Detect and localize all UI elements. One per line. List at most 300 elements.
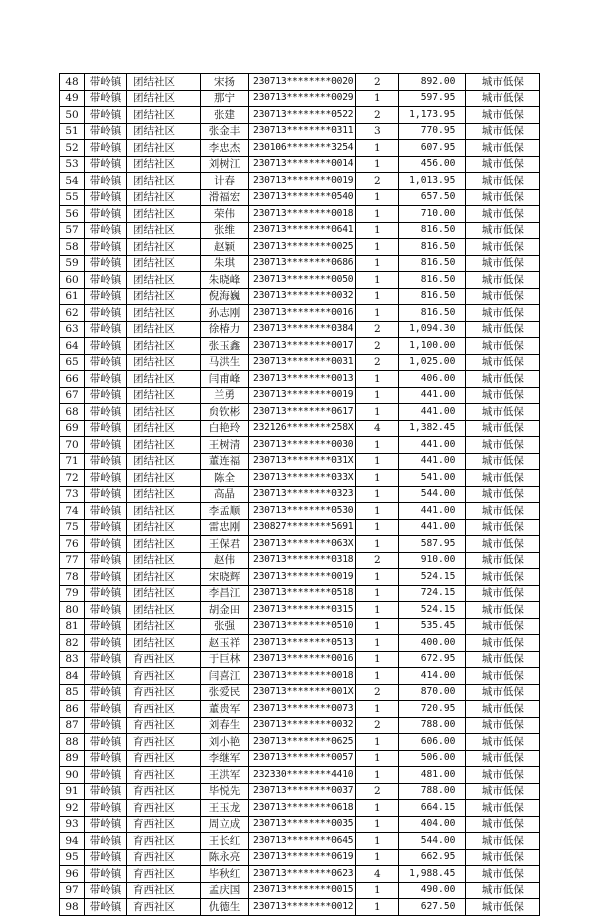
town-cell: 带岭镇 bbox=[85, 602, 127, 619]
community-cell: 育西社区 bbox=[127, 651, 201, 668]
table-row bbox=[60, 321, 540, 338]
aid-type-cell: 城市低保 bbox=[466, 569, 540, 586]
name-cell: 王保君 bbox=[201, 536, 249, 553]
name-cell: 荣伟 bbox=[201, 206, 249, 223]
household-count-cell: 1 bbox=[356, 239, 399, 256]
aid-type-cell: 城市低保 bbox=[466, 750, 540, 767]
amount-cell: 607.95 bbox=[399, 140, 466, 157]
amount-cell: 441.00 bbox=[399, 503, 466, 520]
table-row bbox=[60, 74, 540, 91]
town-cell: 带岭镇 bbox=[85, 767, 127, 784]
town-cell: 带岭镇 bbox=[85, 387, 127, 404]
table-row bbox=[60, 486, 540, 503]
row-number: 91 bbox=[60, 783, 85, 800]
row-number: 71 bbox=[60, 453, 85, 470]
community-cell: 团结社区 bbox=[127, 602, 201, 619]
household-count-cell: 4 bbox=[356, 866, 399, 883]
community-cell: 育西社区 bbox=[127, 899, 201, 916]
community-cell: 团结社区 bbox=[127, 107, 201, 124]
community-cell: 育西社区 bbox=[127, 849, 201, 866]
name-cell: 周立成 bbox=[201, 816, 249, 833]
household-count-cell: 1 bbox=[356, 470, 399, 487]
community-cell: 团结社区 bbox=[127, 536, 201, 553]
id-number-cell: 230713********0019 bbox=[249, 173, 356, 190]
amount-cell: 910.00 bbox=[399, 552, 466, 569]
table-row bbox=[60, 338, 540, 355]
row-number: 88 bbox=[60, 734, 85, 751]
community-cell: 团结社区 bbox=[127, 635, 201, 652]
town-cell: 带岭镇 bbox=[85, 305, 127, 322]
household-count-cell: 1 bbox=[356, 635, 399, 652]
amount-cell: 441.00 bbox=[399, 519, 466, 536]
household-count-cell: 1 bbox=[356, 288, 399, 305]
name-cell: 王长红 bbox=[201, 833, 249, 850]
aid-type-cell: 城市低保 bbox=[466, 437, 540, 454]
community-cell: 育西社区 bbox=[127, 668, 201, 685]
table-row bbox=[60, 866, 540, 883]
household-count-cell: 1 bbox=[356, 569, 399, 586]
name-cell: 陈全 bbox=[201, 470, 249, 487]
town-cell: 带岭镇 bbox=[85, 536, 127, 553]
id-number-cell: 230713********0318 bbox=[249, 552, 356, 569]
aid-type-cell: 城市低保 bbox=[466, 519, 540, 536]
table-row bbox=[60, 90, 540, 107]
aid-type-cell: 城市低保 bbox=[466, 899, 540, 916]
row-number: 55 bbox=[60, 189, 85, 206]
amount-cell: 1,382.45 bbox=[399, 420, 466, 437]
row-number: 67 bbox=[60, 387, 85, 404]
name-cell: 刘小艳 bbox=[201, 734, 249, 751]
amount-cell: 892.00 bbox=[399, 74, 466, 91]
name-cell: 王洪军 bbox=[201, 767, 249, 784]
town-cell: 带岭镇 bbox=[85, 635, 127, 652]
aid-type-cell: 城市低保 bbox=[466, 272, 540, 289]
name-cell: 毕秋红 bbox=[201, 866, 249, 883]
household-count-cell: 1 bbox=[356, 651, 399, 668]
name-cell: 朱晓峰 bbox=[201, 272, 249, 289]
household-count-cell: 1 bbox=[356, 585, 399, 602]
table-row bbox=[60, 569, 540, 586]
amount-cell: 816.50 bbox=[399, 255, 466, 272]
household-count-cell: 2 bbox=[356, 684, 399, 701]
table-row bbox=[60, 107, 540, 124]
id-number-cell: 230713********0013 bbox=[249, 371, 356, 388]
id-number-cell: 230713********0645 bbox=[249, 833, 356, 850]
community-cell: 团结社区 bbox=[127, 206, 201, 223]
town-cell: 带岭镇 bbox=[85, 866, 127, 883]
household-count-cell: 1 bbox=[356, 371, 399, 388]
amount-cell: 1,173.95 bbox=[399, 107, 466, 124]
amount-cell: 816.50 bbox=[399, 239, 466, 256]
town-cell: 带岭镇 bbox=[85, 519, 127, 536]
table-row bbox=[60, 140, 540, 157]
row-number: 49 bbox=[60, 90, 85, 107]
household-count-cell: 2 bbox=[356, 552, 399, 569]
aid-type-cell: 城市低保 bbox=[466, 602, 540, 619]
community-cell: 团结社区 bbox=[127, 338, 201, 355]
town-cell: 带岭镇 bbox=[85, 816, 127, 833]
aid-type-cell: 城市低保 bbox=[466, 882, 540, 899]
name-cell: 马洪生 bbox=[201, 354, 249, 371]
town-cell: 带岭镇 bbox=[85, 849, 127, 866]
name-cell: 滑福宏 bbox=[201, 189, 249, 206]
row-number: 97 bbox=[60, 882, 85, 899]
aid-type-cell: 城市低保 bbox=[466, 222, 540, 239]
row-number: 82 bbox=[60, 635, 85, 652]
amount-cell: 456.00 bbox=[399, 156, 466, 173]
amount-cell: 788.00 bbox=[399, 717, 466, 734]
aid-type-cell: 城市低保 bbox=[466, 206, 540, 223]
id-number-cell: 230713********0073 bbox=[249, 701, 356, 718]
aid-type-cell: 城市低保 bbox=[466, 371, 540, 388]
row-number: 60 bbox=[60, 272, 85, 289]
aid-type-cell: 城市低保 bbox=[466, 767, 540, 784]
amount-cell: 414.00 bbox=[399, 668, 466, 685]
row-number: 92 bbox=[60, 800, 85, 817]
aid-type-cell: 城市低保 bbox=[466, 717, 540, 734]
row-number: 84 bbox=[60, 668, 85, 685]
name-cell: 刘树江 bbox=[201, 156, 249, 173]
aid-type-cell: 城市低保 bbox=[466, 701, 540, 718]
amount-cell: 870.00 bbox=[399, 684, 466, 701]
community-cell: 团结社区 bbox=[127, 453, 201, 470]
id-number-cell: 230713********0641 bbox=[249, 222, 356, 239]
community-cell: 团结社区 bbox=[127, 371, 201, 388]
id-number-cell: 230713********0020 bbox=[249, 74, 356, 91]
community-cell: 团结社区 bbox=[127, 255, 201, 272]
community-cell: 育西社区 bbox=[127, 882, 201, 899]
name-cell: 计春 bbox=[201, 173, 249, 190]
household-count-cell: 4 bbox=[356, 420, 399, 437]
amount-cell: 1,988.45 bbox=[399, 866, 466, 883]
household-count-cell: 1 bbox=[356, 800, 399, 817]
amount-cell: 1,025.00 bbox=[399, 354, 466, 371]
name-cell: 宋晓辉 bbox=[201, 569, 249, 586]
community-cell: 团结社区 bbox=[127, 222, 201, 239]
row-number: 72 bbox=[60, 470, 85, 487]
aid-type-cell: 城市低保 bbox=[466, 156, 540, 173]
town-cell: 带岭镇 bbox=[85, 618, 127, 635]
table-row bbox=[60, 552, 540, 569]
name-cell: 闫喜江 bbox=[201, 668, 249, 685]
table-row bbox=[60, 503, 540, 520]
town-cell: 带岭镇 bbox=[85, 354, 127, 371]
amount-cell: 627.50 bbox=[399, 899, 466, 916]
name-cell: 徐椿力 bbox=[201, 321, 249, 338]
amount-cell: 816.50 bbox=[399, 305, 466, 322]
name-cell: 宋扬 bbox=[201, 74, 249, 91]
id-number-cell: 230713********0618 bbox=[249, 800, 356, 817]
community-cell: 团结社区 bbox=[127, 420, 201, 437]
amount-cell: 770.95 bbox=[399, 123, 466, 140]
amount-cell: 816.50 bbox=[399, 272, 466, 289]
name-cell: 倪海巍 bbox=[201, 288, 249, 305]
name-cell: 赵玉祥 bbox=[201, 635, 249, 652]
household-count-cell: 1 bbox=[356, 618, 399, 635]
community-cell: 团结社区 bbox=[127, 437, 201, 454]
name-cell: 那宁 bbox=[201, 90, 249, 107]
aid-type-cell: 城市低保 bbox=[466, 321, 540, 338]
row-number: 96 bbox=[60, 866, 85, 883]
name-cell: 李忠杰 bbox=[201, 140, 249, 157]
id-number-cell: 230713********0025 bbox=[249, 239, 356, 256]
id-number-cell: 230713********0012 bbox=[249, 899, 356, 916]
household-count-cell: 1 bbox=[356, 453, 399, 470]
aid-type-cell: 城市低保 bbox=[466, 255, 540, 272]
id-number-cell: 230713********0018 bbox=[249, 668, 356, 685]
town-cell: 带岭镇 bbox=[85, 882, 127, 899]
aid-type-cell: 城市低保 bbox=[466, 338, 540, 355]
town-cell: 带岭镇 bbox=[85, 437, 127, 454]
community-cell: 团结社区 bbox=[127, 519, 201, 536]
aid-type-cell: 城市低保 bbox=[466, 404, 540, 421]
town-cell: 带岭镇 bbox=[85, 569, 127, 586]
id-number-cell: 230713********0016 bbox=[249, 651, 356, 668]
town-cell: 带岭镇 bbox=[85, 156, 127, 173]
town-cell: 带岭镇 bbox=[85, 338, 127, 355]
row-number: 86 bbox=[60, 701, 85, 718]
row-number: 79 bbox=[60, 585, 85, 602]
table-row bbox=[60, 684, 540, 701]
id-number-cell: 230713********0323 bbox=[249, 486, 356, 503]
town-cell: 带岭镇 bbox=[85, 288, 127, 305]
row-number: 77 bbox=[60, 552, 85, 569]
household-count-cell: 1 bbox=[356, 404, 399, 421]
id-number-cell: 230713********0057 bbox=[249, 750, 356, 767]
aid-type-cell: 城市低保 bbox=[466, 800, 540, 817]
community-cell: 团结社区 bbox=[127, 503, 201, 520]
name-cell: 李孟顺 bbox=[201, 503, 249, 520]
town-cell: 带岭镇 bbox=[85, 750, 127, 767]
town-cell: 带岭镇 bbox=[85, 470, 127, 487]
town-cell: 带岭镇 bbox=[85, 453, 127, 470]
amount-cell: 481.00 bbox=[399, 767, 466, 784]
name-cell: 孟庆国 bbox=[201, 882, 249, 899]
community-cell: 团结社区 bbox=[127, 189, 201, 206]
amount-cell: 606.00 bbox=[399, 734, 466, 751]
household-count-cell: 1 bbox=[356, 222, 399, 239]
amount-cell: 1,100.00 bbox=[399, 338, 466, 355]
household-count-cell: 2 bbox=[356, 321, 399, 338]
name-cell: 董连福 bbox=[201, 453, 249, 470]
town-cell: 带岭镇 bbox=[85, 239, 127, 256]
id-number-cell: 230713********001X bbox=[249, 684, 356, 701]
community-cell: 团结社区 bbox=[127, 387, 201, 404]
community-cell: 育西社区 bbox=[127, 701, 201, 718]
aid-type-cell: 城市低保 bbox=[466, 833, 540, 850]
household-count-cell: 1 bbox=[356, 882, 399, 899]
household-count-cell: 1 bbox=[356, 519, 399, 536]
town-cell: 带岭镇 bbox=[85, 552, 127, 569]
amount-cell: 1,013.95 bbox=[399, 173, 466, 190]
table-row bbox=[60, 701, 540, 718]
community-cell: 团结社区 bbox=[127, 552, 201, 569]
household-count-cell: 1 bbox=[356, 833, 399, 850]
town-cell: 带岭镇 bbox=[85, 222, 127, 239]
community-cell: 团结社区 bbox=[127, 239, 201, 256]
amount-cell: 544.00 bbox=[399, 486, 466, 503]
name-cell: 赵伟 bbox=[201, 552, 249, 569]
town-cell: 带岭镇 bbox=[85, 371, 127, 388]
community-cell: 团结社区 bbox=[127, 156, 201, 173]
row-number: 81 bbox=[60, 618, 85, 635]
table-row bbox=[60, 750, 540, 767]
row-number: 51 bbox=[60, 123, 85, 140]
community-cell: 育西社区 bbox=[127, 717, 201, 734]
community-cell: 团结社区 bbox=[127, 470, 201, 487]
amount-cell: 710.00 bbox=[399, 206, 466, 223]
name-cell: 张强 bbox=[201, 618, 249, 635]
household-count-cell: 1 bbox=[356, 602, 399, 619]
household-count-cell: 1 bbox=[356, 156, 399, 173]
amount-cell: 657.50 bbox=[399, 189, 466, 206]
household-count-cell: 2 bbox=[356, 717, 399, 734]
aid-type-cell: 城市低保 bbox=[466, 684, 540, 701]
id-number-cell: 230713********0513 bbox=[249, 635, 356, 652]
name-cell: 张维 bbox=[201, 222, 249, 239]
community-cell: 育西社区 bbox=[127, 734, 201, 751]
amount-cell: 400.00 bbox=[399, 635, 466, 652]
aid-type-cell: 城市低保 bbox=[466, 783, 540, 800]
row-number: 62 bbox=[60, 305, 85, 322]
row-number: 90 bbox=[60, 767, 85, 784]
row-number: 54 bbox=[60, 173, 85, 190]
id-number-cell: 230713********0530 bbox=[249, 503, 356, 520]
table-row bbox=[60, 585, 540, 602]
community-cell: 团结社区 bbox=[127, 140, 201, 157]
community-cell: 育西社区 bbox=[127, 866, 201, 883]
household-count-cell: 1 bbox=[356, 750, 399, 767]
row-number: 98 bbox=[60, 899, 85, 916]
row-number: 87 bbox=[60, 717, 85, 734]
table-row bbox=[60, 899, 540, 916]
row-number: 80 bbox=[60, 602, 85, 619]
id-number-cell: 230713********0623 bbox=[249, 866, 356, 883]
amount-cell: 441.00 bbox=[399, 453, 466, 470]
household-count-cell: 1 bbox=[356, 536, 399, 553]
id-number-cell: 232330********4410 bbox=[249, 767, 356, 784]
row-number: 95 bbox=[60, 849, 85, 866]
household-count-cell: 1 bbox=[356, 701, 399, 718]
town-cell: 带岭镇 bbox=[85, 74, 127, 91]
amount-cell: 672.95 bbox=[399, 651, 466, 668]
community-cell: 育西社区 bbox=[127, 750, 201, 767]
name-cell: 李昌江 bbox=[201, 585, 249, 602]
community-cell: 团结社区 bbox=[127, 404, 201, 421]
row-number: 56 bbox=[60, 206, 85, 223]
table-row bbox=[60, 849, 540, 866]
name-cell: 兰勇 bbox=[201, 387, 249, 404]
community-cell: 团结社区 bbox=[127, 585, 201, 602]
household-count-cell: 1 bbox=[356, 140, 399, 157]
community-cell: 团结社区 bbox=[127, 486, 201, 503]
amount-cell: 441.00 bbox=[399, 437, 466, 454]
household-count-cell: 1 bbox=[356, 816, 399, 833]
id-number-cell: 230713********0686 bbox=[249, 255, 356, 272]
town-cell: 带岭镇 bbox=[85, 420, 127, 437]
table-row bbox=[60, 536, 540, 553]
town-cell: 带岭镇 bbox=[85, 717, 127, 734]
community-cell: 团结社区 bbox=[127, 123, 201, 140]
row-number: 48 bbox=[60, 74, 85, 91]
town-cell: 带岭镇 bbox=[85, 734, 127, 751]
name-cell: 刘春生 bbox=[201, 717, 249, 734]
aid-type-cell: 城市低保 bbox=[466, 849, 540, 866]
table-row bbox=[60, 734, 540, 751]
table-row bbox=[60, 618, 540, 635]
name-cell: 李继军 bbox=[201, 750, 249, 767]
community-cell: 团结社区 bbox=[127, 569, 201, 586]
id-number-cell: 230713********0518 bbox=[249, 585, 356, 602]
id-number-cell: 230713********0031 bbox=[249, 354, 356, 371]
table-row bbox=[60, 602, 540, 619]
town-cell: 带岭镇 bbox=[85, 651, 127, 668]
id-number-cell: 232126********258X bbox=[249, 420, 356, 437]
aid-type-cell: 城市低保 bbox=[466, 189, 540, 206]
amount-cell: 404.00 bbox=[399, 816, 466, 833]
name-cell: 张建 bbox=[201, 107, 249, 124]
id-number-cell: 230713********0019 bbox=[249, 387, 356, 404]
id-number-cell: 230713********0037 bbox=[249, 783, 356, 800]
table-row bbox=[60, 222, 540, 239]
community-cell: 团结社区 bbox=[127, 90, 201, 107]
id-number-cell: 230713********0617 bbox=[249, 404, 356, 421]
id-number-cell: 230106********3254 bbox=[249, 140, 356, 157]
amount-cell: 662.95 bbox=[399, 849, 466, 866]
table-row bbox=[60, 470, 540, 487]
table-row bbox=[60, 354, 540, 371]
town-cell: 带岭镇 bbox=[85, 206, 127, 223]
id-number-cell: 230713********0030 bbox=[249, 437, 356, 454]
table-row bbox=[60, 651, 540, 668]
household-count-cell: 1 bbox=[356, 849, 399, 866]
id-number-cell: 230713********0384 bbox=[249, 321, 356, 338]
table-row bbox=[60, 123, 540, 140]
community-cell: 团结社区 bbox=[127, 321, 201, 338]
aid-type-cell: 城市低保 bbox=[466, 354, 540, 371]
town-cell: 带岭镇 bbox=[85, 123, 127, 140]
id-number-cell: 230713********0625 bbox=[249, 734, 356, 751]
household-count-cell: 1 bbox=[356, 767, 399, 784]
table-row bbox=[60, 371, 540, 388]
table-row bbox=[60, 767, 540, 784]
table-row bbox=[60, 156, 540, 173]
community-cell: 育西社区 bbox=[127, 800, 201, 817]
amount-cell: 788.00 bbox=[399, 783, 466, 800]
community-cell: 育西社区 bbox=[127, 684, 201, 701]
aid-type-cell: 城市低保 bbox=[466, 305, 540, 322]
community-cell: 育西社区 bbox=[127, 833, 201, 850]
household-count-cell: 1 bbox=[356, 255, 399, 272]
household-count-cell: 2 bbox=[356, 338, 399, 355]
aid-type-cell: 城市低保 bbox=[466, 503, 540, 520]
id-number-cell: 230713********0014 bbox=[249, 156, 356, 173]
aid-type-cell: 城市低保 bbox=[466, 420, 540, 437]
town-cell: 带岭镇 bbox=[85, 140, 127, 157]
amount-cell: 506.00 bbox=[399, 750, 466, 767]
aid-type-cell: 城市低保 bbox=[466, 239, 540, 256]
aid-type-cell: 城市低保 bbox=[466, 866, 540, 883]
community-cell: 育西社区 bbox=[127, 783, 201, 800]
aid-type-cell: 城市低保 bbox=[466, 140, 540, 157]
table-row bbox=[60, 305, 540, 322]
community-cell: 育西社区 bbox=[127, 816, 201, 833]
town-cell: 带岭镇 bbox=[85, 585, 127, 602]
aid-type-cell: 城市低保 bbox=[466, 453, 540, 470]
row-number: 69 bbox=[60, 420, 85, 437]
name-cell: 张金丰 bbox=[201, 123, 249, 140]
amount-cell: 587.95 bbox=[399, 536, 466, 553]
